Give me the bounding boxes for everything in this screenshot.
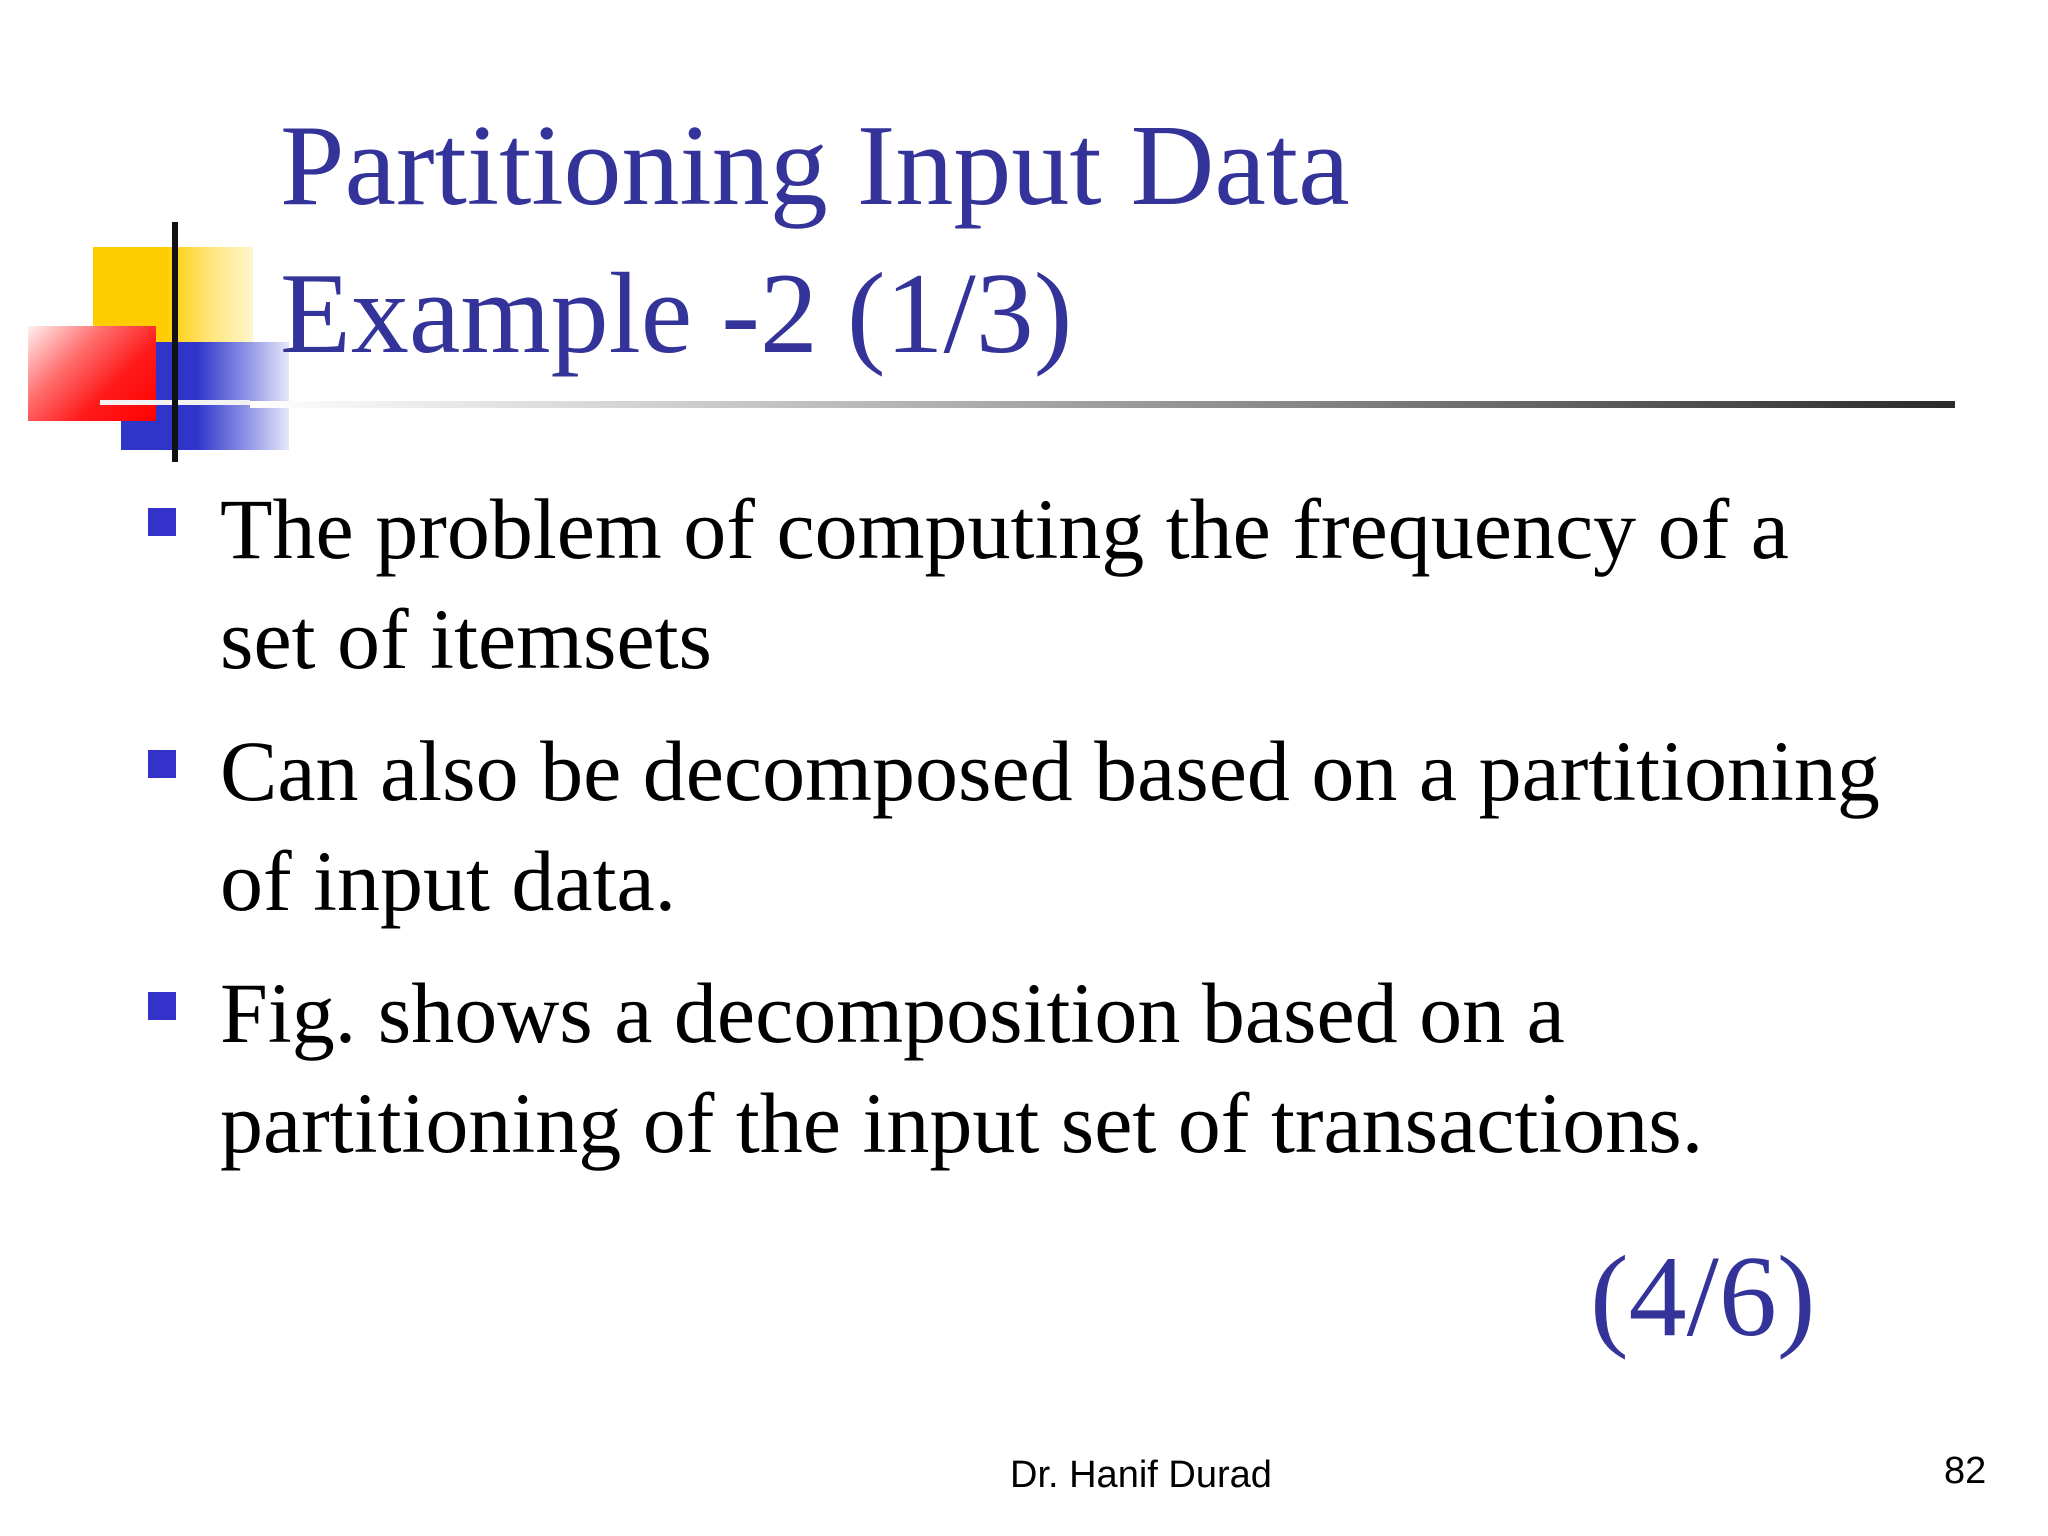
bullet-text-line: The problem of computing the frequency of a — [220, 481, 1789, 577]
bullet-item — [148, 716, 2008, 936]
bullet-text-line: Can also be decomposed based on a partitioning — [220, 723, 1880, 819]
bullet-text — [220, 716, 2008, 936]
bullet-text — [220, 958, 2008, 1178]
bullet-text-line: of input data. — [220, 833, 677, 929]
deco-vertical-line — [172, 222, 178, 462]
bullet-text-line: set of itemsets — [220, 591, 713, 687]
bullet-square-icon — [148, 750, 176, 778]
page-number: 82 — [1944, 1450, 1987, 1492]
bullet-list — [148, 474, 2008, 1200]
part-indicator: (4/6) — [1590, 1233, 1816, 1361]
slide-title-line-2: Example -2 (1/3) — [280, 250, 1073, 378]
bullet-square-icon — [148, 992, 176, 1020]
bullet-item — [148, 474, 2008, 694]
bullet-item — [148, 958, 2008, 1178]
bullet-text-line: Fig. shows a decomposition based on a — [220, 965, 1565, 1061]
slide-title — [280, 92, 1930, 388]
slide-title-line-1: Partitioning Input Data — [280, 102, 1350, 230]
title-underline-rule — [250, 401, 1955, 408]
bullet-text — [220, 474, 2008, 694]
footer-author: Dr. Hanif Durad — [1010, 1454, 1272, 1496]
bullet-text-line: partitioning of the input set of transactions. — [220, 1075, 1704, 1171]
bullet-square-icon — [148, 508, 176, 536]
deco-red-square — [28, 326, 156, 421]
